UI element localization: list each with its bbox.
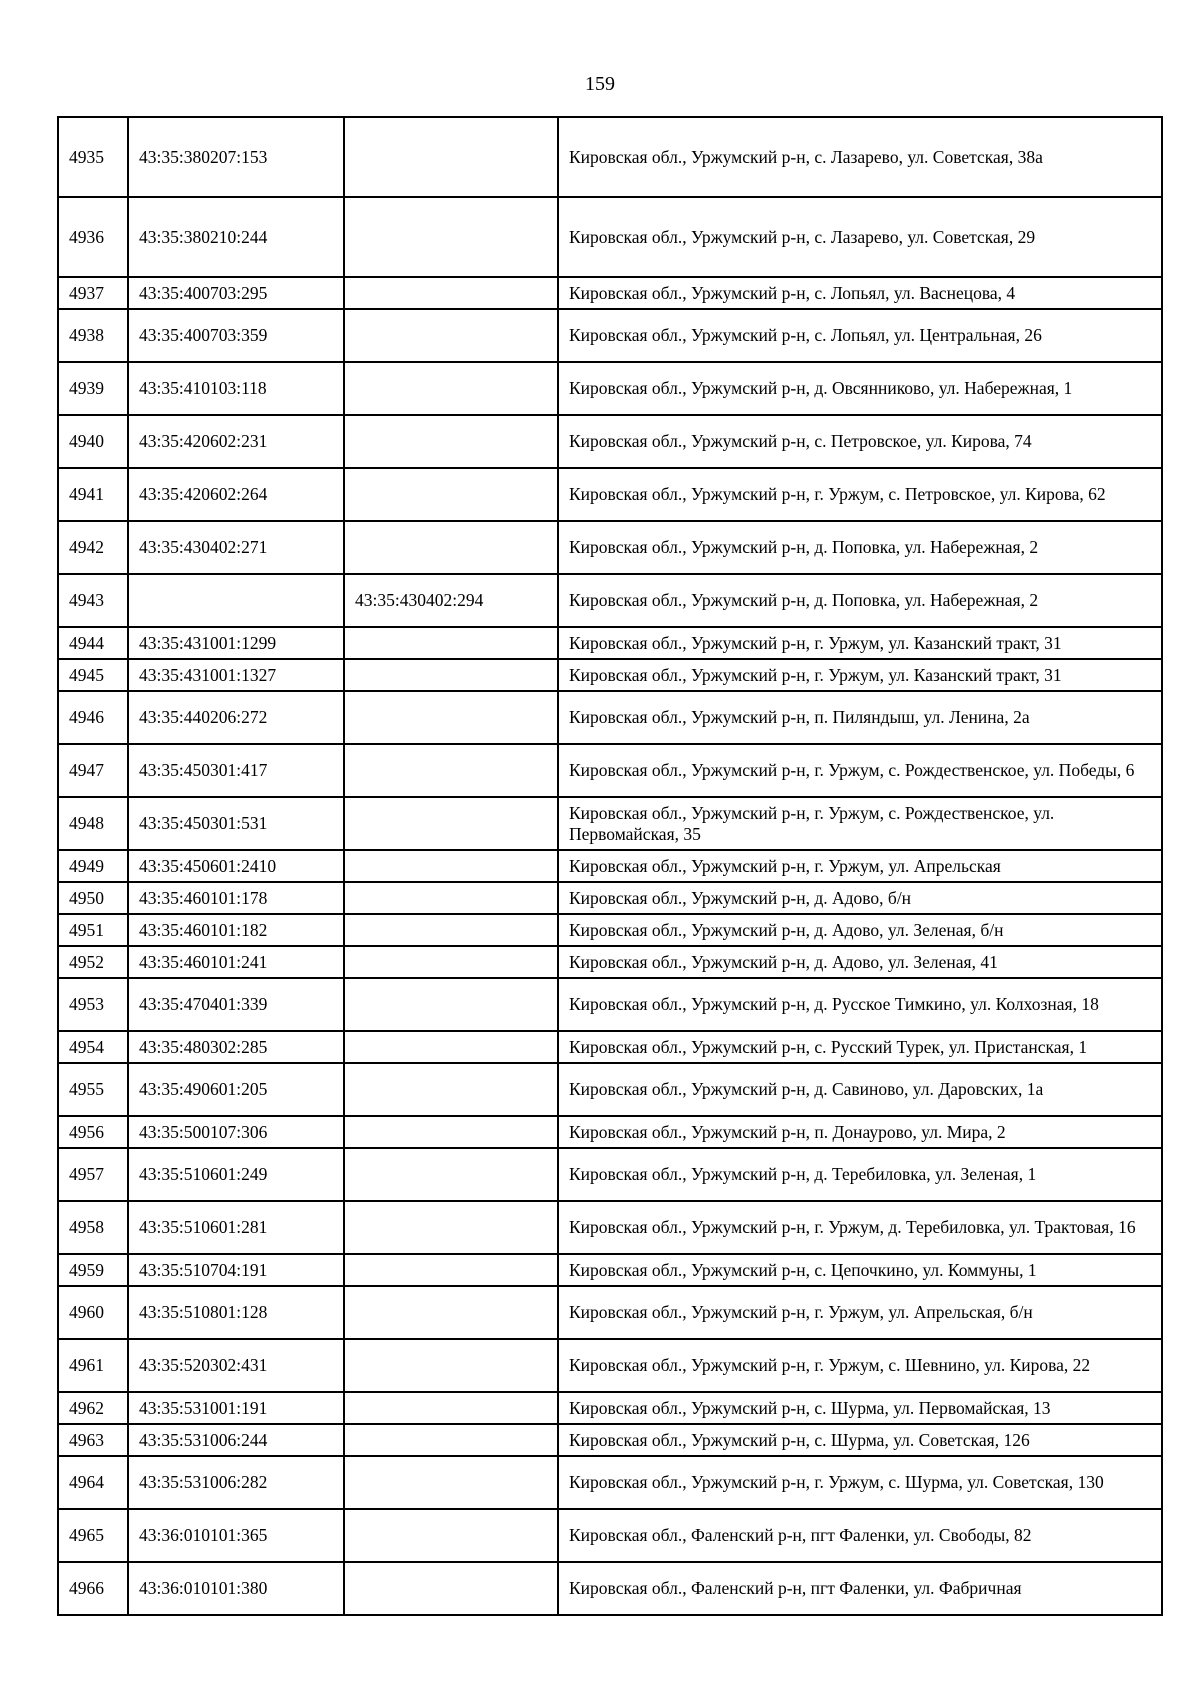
row-number-cell: 4950 bbox=[58, 882, 128, 914]
structure-cadastral-number-cell bbox=[344, 850, 558, 882]
page-number: 159 bbox=[585, 73, 615, 95]
address-cell: Кировская обл., Уржумский р-н, д. Адово, ул. Зеленая, 41 bbox=[558, 946, 1162, 978]
cadastral-number-cell: 43:35:431001:1299 bbox=[128, 627, 344, 659]
address-cell: Кировская обл., Уржумский р-н, г. Уржум, ул. Апрельская bbox=[558, 850, 1162, 882]
row-number-cell: 4946 bbox=[58, 691, 128, 744]
table-row bbox=[58, 1148, 1162, 1201]
table-row bbox=[58, 914, 1162, 946]
structure-cadastral-number-cell bbox=[344, 744, 558, 797]
structure-cadastral-number-cell bbox=[344, 117, 558, 197]
address-cell: Кировская обл., Уржумский р-н, д. Русское Тимкино, ул. Колхозная, 18 bbox=[558, 978, 1162, 1031]
address-cell: Кировская обл., Уржумский р-н, д. Поповка, ул. Набережная, 2 bbox=[558, 574, 1162, 627]
cadastral-number-cell: 43:35:380210:244 bbox=[128, 197, 344, 277]
table-row bbox=[58, 797, 1162, 850]
table-row bbox=[58, 468, 1162, 521]
structure-cadastral-number-cell bbox=[344, 978, 558, 1031]
row-number-cell: 4941 bbox=[58, 468, 128, 521]
structure-cadastral-number-cell bbox=[344, 627, 558, 659]
row-number-cell: 4962 bbox=[58, 1392, 128, 1424]
cadastral-number-cell: 43:35:510601:249 bbox=[128, 1148, 344, 1201]
cadastral-number-cell: 43:35:520302:431 bbox=[128, 1339, 344, 1392]
structure-cadastral-number-cell bbox=[344, 659, 558, 691]
table-row bbox=[58, 882, 1162, 914]
address-cell: Кировская обл., Уржумский р-н, с. Лопьял, ул. Центральная, 26 bbox=[558, 309, 1162, 362]
row-number-cell: 4943 bbox=[58, 574, 128, 627]
structure-cadastral-number-cell bbox=[344, 1562, 558, 1615]
row-number-cell: 4935 bbox=[58, 117, 128, 197]
address-cell: Кировская обл., Фаленский р-н, пгт Фаленки, ул. Свободы, 82 bbox=[558, 1509, 1162, 1562]
structure-cadastral-number-cell bbox=[344, 1456, 558, 1509]
cadastral-number-cell: 43:35:480302:285 bbox=[128, 1031, 344, 1063]
cadastral-number-cell: 43:35:400703:359 bbox=[128, 309, 344, 362]
structure-cadastral-number-cell bbox=[344, 1031, 558, 1063]
table-row bbox=[58, 415, 1162, 468]
cadastral-number-cell: 43:35:450601:2410 bbox=[128, 850, 344, 882]
table-row bbox=[58, 521, 1162, 574]
table-row bbox=[58, 1063, 1162, 1116]
row-number-cell: 4947 bbox=[58, 744, 128, 797]
cadastral-number-cell: 43:35:531001:191 bbox=[128, 1392, 344, 1424]
structure-cadastral-number-cell bbox=[344, 1063, 558, 1116]
structure-cadastral-number-cell bbox=[344, 1424, 558, 1456]
address-cell: Кировская обл., Уржумский р-н, г. Уржум, ул. Казанский тракт, 31 bbox=[558, 659, 1162, 691]
cadastral-number-cell: 43:35:531006:244 bbox=[128, 1424, 344, 1456]
cadastral-number-cell: 43:35:460101:241 bbox=[128, 946, 344, 978]
address-cell: Кировская обл., Уржумский р-н, г. Уржум, с. Петровское, ул. Кирова, 62 bbox=[558, 468, 1162, 521]
row-number-cell: 4961 bbox=[58, 1339, 128, 1392]
table-row bbox=[58, 197, 1162, 277]
structure-cadastral-number-cell bbox=[344, 1254, 558, 1286]
cadastral-number-cell: 43:35:510704:191 bbox=[128, 1254, 344, 1286]
address-cell: Кировская обл., Уржумский р-н, г. Уржум, д. Теребиловка, ул. Трактовая, 16 bbox=[558, 1201, 1162, 1254]
row-number-cell: 4940 bbox=[58, 415, 128, 468]
address-cell: Кировская обл., Уржумский р-н, п. Донаурово, ул. Мира, 2 bbox=[558, 1116, 1162, 1148]
cadastral-number-cell: 43:35:460101:182 bbox=[128, 914, 344, 946]
row-number-cell: 4951 bbox=[58, 914, 128, 946]
table-row bbox=[58, 117, 1162, 197]
cadastral-number-cell: 43:35:420602:231 bbox=[128, 415, 344, 468]
table-row bbox=[58, 1392, 1162, 1424]
cadastral-number-cell: 43:36:010101:380 bbox=[128, 1562, 344, 1615]
table-row bbox=[58, 1562, 1162, 1615]
cadastral-number-cell: 43:35:510601:281 bbox=[128, 1201, 344, 1254]
address-cell: Кировская обл., Уржумский р-н, г. Уржум, с. Шурма, ул. Советская, 130 bbox=[558, 1456, 1162, 1509]
address-cell: Кировская обл., Уржумский р-н, с. Лазарево, ул. Советская, 29 bbox=[558, 197, 1162, 277]
table-row bbox=[58, 627, 1162, 659]
row-number-cell: 4949 bbox=[58, 850, 128, 882]
address-cell: Кировская обл., Уржумский р-н, г. Уржум, с. Шевнино, ул. Кирова, 22 bbox=[558, 1339, 1162, 1392]
cadastral-number-cell: 43:35:500107:306 bbox=[128, 1116, 344, 1148]
table-row bbox=[58, 659, 1162, 691]
address-cell: Кировская обл., Уржумский р-н, г. Уржум, ул. Казанский тракт, 31 bbox=[558, 627, 1162, 659]
cadastral-number-cell: 43:35:430402:271 bbox=[128, 521, 344, 574]
cadastral-number-cell: 43:35:420602:264 bbox=[128, 468, 344, 521]
address-cell: Кировская обл., Уржумский р-н, с. Цепочкино, ул. Коммуны, 1 bbox=[558, 1254, 1162, 1286]
row-number-cell: 4942 bbox=[58, 521, 128, 574]
cadastral-number-cell: 43:35:460101:178 bbox=[128, 882, 344, 914]
address-cell: Кировская обл., Уржумский р-н, с. Шурма, ул. Советская, 126 bbox=[558, 1424, 1162, 1456]
structure-cadastral-number-cell bbox=[344, 197, 558, 277]
table-row bbox=[58, 1031, 1162, 1063]
table-row bbox=[58, 1116, 1162, 1148]
table-row bbox=[58, 574, 1162, 627]
structure-cadastral-number-cell bbox=[344, 1339, 558, 1392]
address-cell: Кировская обл., Уржумский р-н, г. Уржум, с. Рождественское, ул. Первомайская, 35 bbox=[558, 797, 1162, 850]
cadastral-number-cell bbox=[128, 574, 344, 627]
structure-cadastral-number-cell bbox=[344, 362, 558, 415]
row-number-cell: 4958 bbox=[58, 1201, 128, 1254]
address-cell: Кировская обл., Уржумский р-н, с. Лазарево, ул. Советская, 38а bbox=[558, 117, 1162, 197]
address-cell: Кировская обл., Уржумский р-н, п. Пиляндыш, ул. Ленина, 2а bbox=[558, 691, 1162, 744]
row-number-cell: 4966 bbox=[58, 1562, 128, 1615]
table-row bbox=[58, 691, 1162, 744]
address-cell: Кировская обл., Фаленский р-н, пгт Фаленки, ул. Фабричная bbox=[558, 1562, 1162, 1615]
table-row bbox=[58, 1339, 1162, 1392]
row-number-cell: 4955 bbox=[58, 1063, 128, 1116]
structure-cadastral-number-cell bbox=[344, 691, 558, 744]
cadastral-number-cell: 43:35:470401:339 bbox=[128, 978, 344, 1031]
address-cell: Кировская обл., Уржумский р-н, г. Уржум, ул. Апрельская, б/н bbox=[558, 1286, 1162, 1339]
table-row bbox=[58, 1456, 1162, 1509]
table-row bbox=[58, 1424, 1162, 1456]
structure-cadastral-number-cell bbox=[344, 415, 558, 468]
structure-cadastral-number-cell bbox=[344, 1509, 558, 1562]
structure-cadastral-number-cell bbox=[344, 309, 558, 362]
table-row bbox=[58, 309, 1162, 362]
row-number-cell: 4939 bbox=[58, 362, 128, 415]
cadastral-number-cell: 43:35:490601:205 bbox=[128, 1063, 344, 1116]
cadastral-number-cell: 43:35:431001:1327 bbox=[128, 659, 344, 691]
table-row bbox=[58, 1201, 1162, 1254]
structure-cadastral-number-cell bbox=[344, 797, 558, 850]
registry-body bbox=[58, 117, 1162, 1615]
address-cell: Кировская обл., Уржумский р-н, с. Петровское, ул. Кирова, 74 bbox=[558, 415, 1162, 468]
structure-cadastral-number-cell bbox=[344, 1286, 558, 1339]
structure-cadastral-number-cell bbox=[344, 1201, 558, 1254]
table-row bbox=[58, 1509, 1162, 1562]
cadastral-number-cell: 43:35:510801:128 bbox=[128, 1286, 344, 1339]
cadastral-number-cell: 43:35:410103:118 bbox=[128, 362, 344, 415]
structure-cadastral-number-cell bbox=[344, 914, 558, 946]
row-number-cell: 4964 bbox=[58, 1456, 128, 1509]
row-number-cell: 4954 bbox=[58, 1031, 128, 1063]
structure-cadastral-number-cell bbox=[344, 946, 558, 978]
row-number-cell: 4938 bbox=[58, 309, 128, 362]
address-cell: Кировская обл., Уржумский р-н, д. Савиново, ул. Даровских, 1а bbox=[558, 1063, 1162, 1116]
row-number-cell: 4965 bbox=[58, 1509, 128, 1562]
table-row bbox=[58, 946, 1162, 978]
row-number-cell: 4957 bbox=[58, 1148, 128, 1201]
address-cell: Кировская обл., Уржумский р-н, д. Теребиловка, ул. Зеленая, 1 bbox=[558, 1148, 1162, 1201]
row-number-cell: 4963 bbox=[58, 1424, 128, 1456]
row-number-cell: 4956 bbox=[58, 1116, 128, 1148]
structure-cadastral-number-cell bbox=[344, 1392, 558, 1424]
row-number-cell: 4937 bbox=[58, 277, 128, 309]
cadastral-number-cell: 43:35:450301:531 bbox=[128, 797, 344, 850]
row-number-cell: 4948 bbox=[58, 797, 128, 850]
row-number-cell: 4945 bbox=[58, 659, 128, 691]
row-number-cell: 4944 bbox=[58, 627, 128, 659]
row-number-cell: 4959 bbox=[58, 1254, 128, 1286]
address-cell: Кировская обл., Уржумский р-н, д. Адово, б/н bbox=[558, 882, 1162, 914]
structure-cadastral-number-cell: 43:35:430402:294 bbox=[344, 574, 558, 627]
address-cell: Кировская обл., Уржумский р-н, с. Русский Турек, ул. Пристанская, 1 bbox=[558, 1031, 1162, 1063]
address-cell: Кировская обл., Уржумский р-н, д. Овсянниково, ул. Набережная, 1 bbox=[558, 362, 1162, 415]
table-row bbox=[58, 1254, 1162, 1286]
row-number-cell: 4953 bbox=[58, 978, 128, 1031]
table-row bbox=[58, 1286, 1162, 1339]
row-number-cell: 4952 bbox=[58, 946, 128, 978]
address-cell: Кировская обл., Уржумский р-н, с. Шурма, ул. Первомайская, 13 bbox=[558, 1392, 1162, 1424]
table-row bbox=[58, 978, 1162, 1031]
structure-cadastral-number-cell bbox=[344, 1148, 558, 1201]
table-row bbox=[58, 362, 1162, 415]
row-number-cell: 4960 bbox=[58, 1286, 128, 1339]
property-registry-table bbox=[57, 116, 1163, 1616]
table-row bbox=[58, 850, 1162, 882]
row-number-cell: 4936 bbox=[58, 197, 128, 277]
address-cell: Кировская обл., Уржумский р-н, д. Адово, ул. Зеленая, б/н bbox=[558, 914, 1162, 946]
cadastral-number-cell: 43:35:440206:272 bbox=[128, 691, 344, 744]
address-cell: Кировская обл., Уржумский р-н, д. Поповка, ул. Набережная, 2 bbox=[558, 521, 1162, 574]
cadastral-number-cell: 43:35:380207:153 bbox=[128, 117, 344, 197]
cadastral-number-cell: 43:36:010101:365 bbox=[128, 1509, 344, 1562]
structure-cadastral-number-cell bbox=[344, 1116, 558, 1148]
structure-cadastral-number-cell bbox=[344, 521, 558, 574]
structure-cadastral-number-cell bbox=[344, 468, 558, 521]
cadastral-number-cell: 43:35:400703:295 bbox=[128, 277, 344, 309]
table-row bbox=[58, 744, 1162, 797]
structure-cadastral-number-cell bbox=[344, 882, 558, 914]
cadastral-number-cell: 43:35:531006:282 bbox=[128, 1456, 344, 1509]
cadastral-number-cell: 43:35:450301:417 bbox=[128, 744, 344, 797]
table-row bbox=[58, 277, 1162, 309]
structure-cadastral-number-cell bbox=[344, 277, 558, 309]
address-cell: Кировская обл., Уржумский р-н, г. Уржум, с. Рождественское, ул. Победы, 6 bbox=[558, 744, 1162, 797]
address-cell: Кировская обл., Уржумский р-н, с. Лопьял, ул. Васнецова, 4 bbox=[558, 277, 1162, 309]
